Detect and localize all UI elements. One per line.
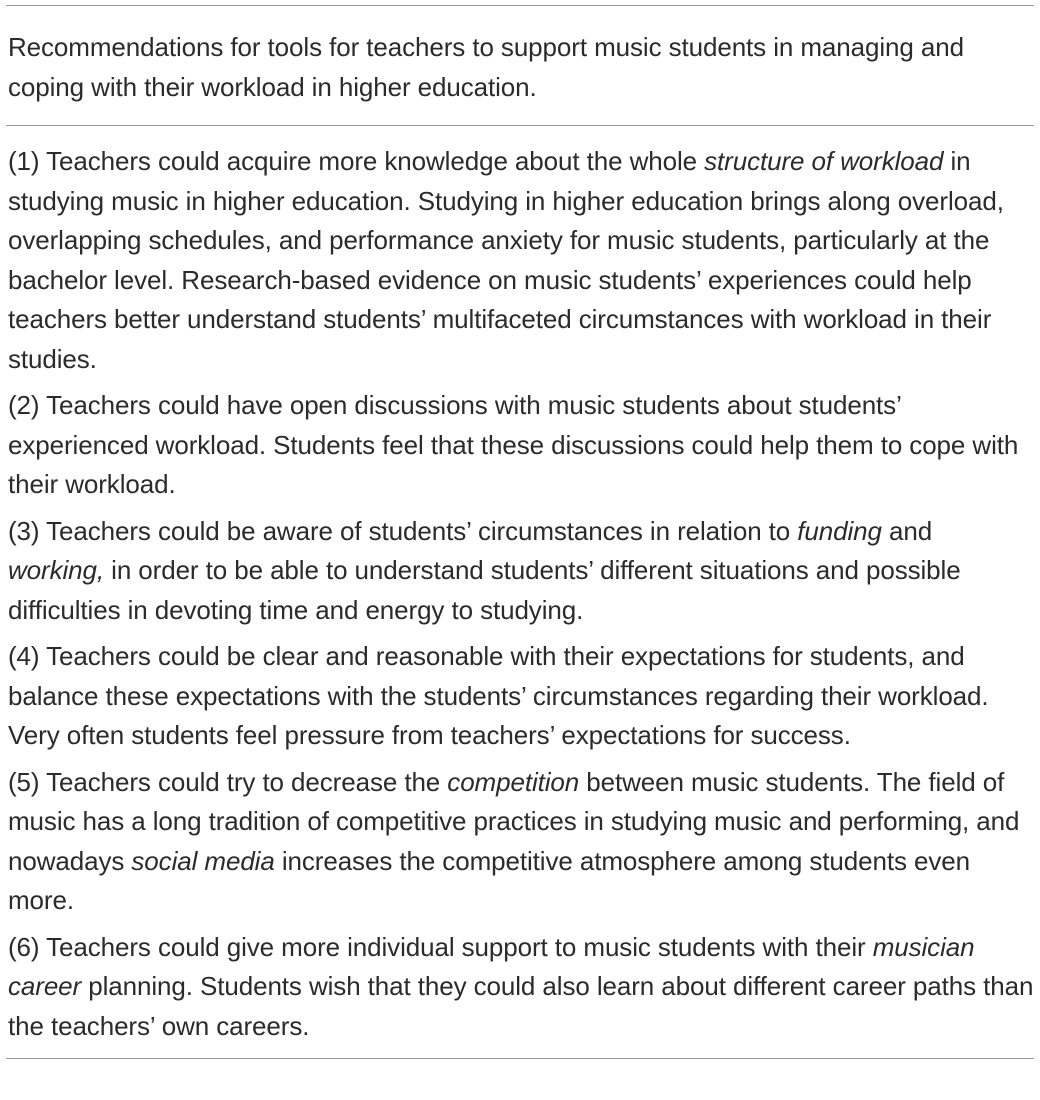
emphasis-text: funding xyxy=(797,515,882,546)
recommendation-row xyxy=(6,637,1034,756)
recommendation-text: (2) Teachers could have open discussions with music students about students’ experienced workload. Students feel that these discussions could help them to cope with their workload. xyxy=(8,390,1019,499)
recommendation-row xyxy=(6,763,1034,921)
recommendation-row xyxy=(6,386,1034,505)
recommendation-row xyxy=(6,928,1034,1047)
emphasis-text: structure of workload xyxy=(704,146,944,176)
table-header: Recommendations for tools for teachers to support music students in managing and coping with their workload in higher education. xyxy=(8,32,964,102)
table-body xyxy=(6,126,1034,1046)
recommendation-text: (3) Teachers could be aware of students’ circumstances in relation to xyxy=(8,515,798,546)
recommendation-text: (6) Teachers could give more individual support to music students with their xyxy=(8,931,873,962)
recommendation-text: (1) Teachers could acquire more knowledge about the whole xyxy=(8,146,705,176)
recommendation-text: in studying music in higher education. Studying in higher education brings along overload, overlapping schedules, and performance anxiety for music students, particularly at the bachelor level. Research-based evidence on music students’ experiences could help teachers better understand students’ multifaceted circumstances with workload in their studies. xyxy=(8,146,1004,374)
recommendation-row xyxy=(6,142,1034,379)
recommendations-table xyxy=(6,5,1034,1059)
recommendation-text: (5) Teachers could try to decrease the xyxy=(8,766,448,797)
recommendation-text: planning. Students wish that they could also learn about different career paths than the teachers’ own careers. xyxy=(8,971,1034,1041)
recommendation-text: and xyxy=(881,515,933,546)
bottom-rule xyxy=(6,1058,1034,1059)
emphasis-text: musician career xyxy=(8,931,975,1001)
recommendation-text: in order to be able to understand students’ different situations and possible difficulties in devoting time and energy to studying. xyxy=(8,555,961,625)
emphasis-text: competition xyxy=(447,766,580,797)
emphasis-text: social media xyxy=(131,845,275,876)
emphasis-text: working, xyxy=(8,555,105,585)
recommendation-row xyxy=(6,512,1034,631)
recommendation-text: increases the competitive atmosphere among students even more. xyxy=(8,845,970,915)
recommendation-text: between music students. The field of music has a long tradition of competitive practices in studying music and performing, and nowadays xyxy=(8,766,1020,876)
recommendation-text: (4) Teachers could be clear and reasonable with their expectations for students, and balance these expectations with the students’ circumstances regarding their workload. Very often students feel pressure from teachers’ expectations for success. xyxy=(8,641,989,750)
